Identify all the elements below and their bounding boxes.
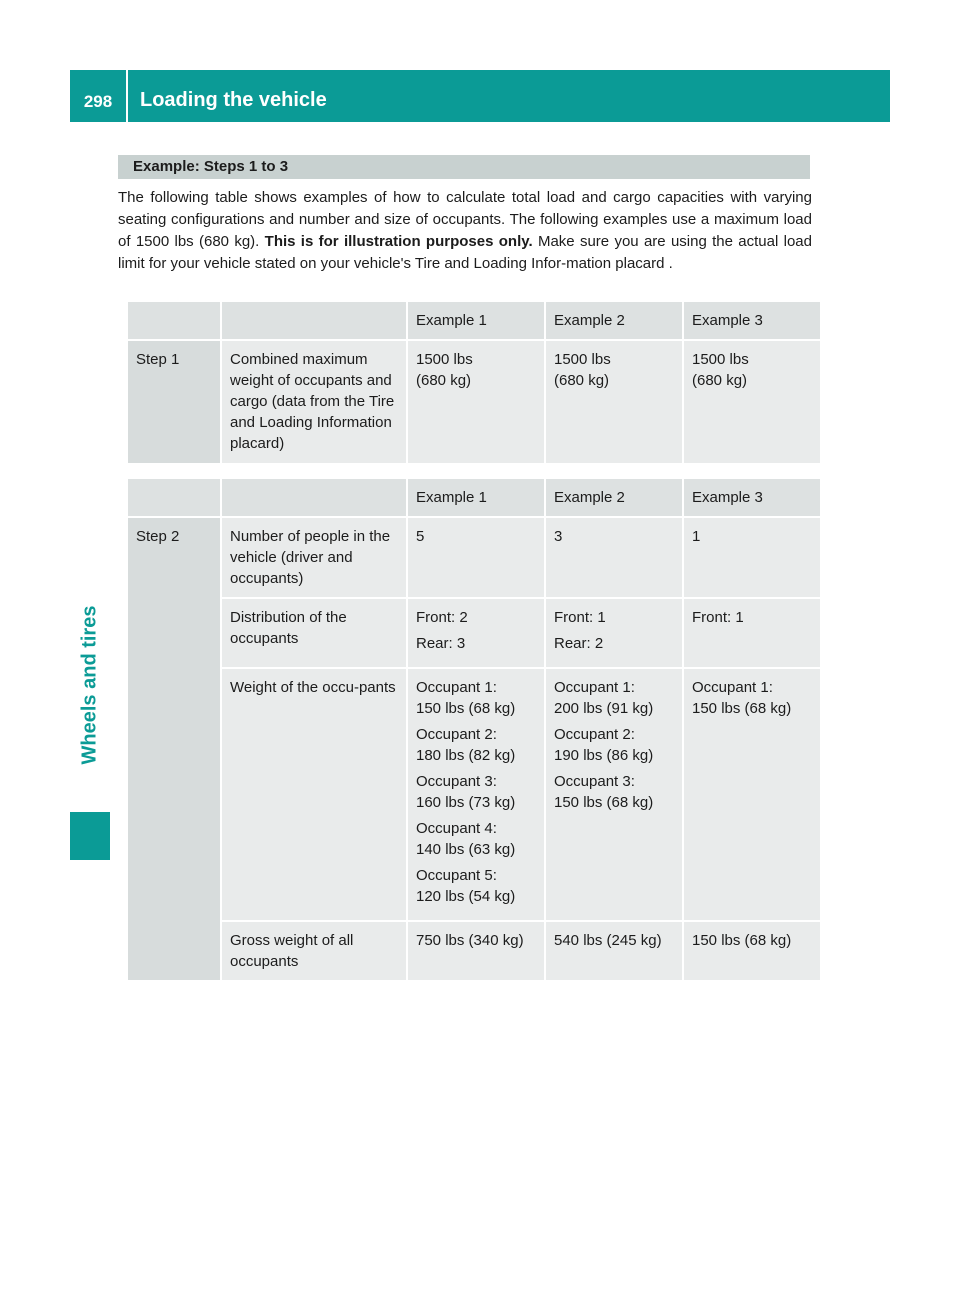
value-line: (680 kg) bbox=[692, 372, 748, 389]
header-empty-cell bbox=[222, 479, 406, 516]
row-description: Distribution of the occupants bbox=[222, 599, 406, 667]
chapter-title: Loading the vehicle bbox=[140, 89, 327, 111]
step-label: Step 1 bbox=[128, 341, 220, 463]
value-line: 150 lbs (68 kg) bbox=[416, 700, 516, 717]
table-row bbox=[128, 518, 820, 597]
table-row bbox=[128, 922, 820, 980]
value-line: Occupant 1: bbox=[416, 679, 497, 696]
value-cell bbox=[408, 518, 544, 597]
value-line: 190 lbs (86 kg) bbox=[554, 747, 654, 764]
value-line: (680 kg) bbox=[416, 372, 472, 389]
value-line: 150 lbs (68 kg) bbox=[692, 932, 792, 949]
value-line: Front: 1 bbox=[554, 609, 606, 626]
table-header-row bbox=[128, 302, 820, 339]
value-cell bbox=[408, 669, 544, 920]
row-description: Weight of the occu-pants bbox=[222, 669, 406, 920]
value-cell bbox=[684, 669, 820, 920]
table-row bbox=[128, 599, 820, 667]
value-line: 1 bbox=[692, 528, 701, 545]
step-1-table bbox=[126, 300, 822, 465]
value-cell bbox=[684, 599, 820, 667]
header-empty-cell bbox=[128, 302, 220, 339]
value-line: Occupant 4: bbox=[416, 820, 497, 837]
value-line: 200 lbs (91 kg) bbox=[554, 700, 654, 717]
value-cell bbox=[684, 518, 820, 597]
side-tab-marker bbox=[70, 812, 110, 860]
value-line: Front: 2 bbox=[416, 609, 468, 626]
column-header-example-3: Example 3 bbox=[684, 302, 820, 339]
value-line: Rear: 2 bbox=[554, 635, 604, 652]
value-line: Occupant 1: bbox=[554, 679, 635, 696]
value-cell bbox=[684, 922, 820, 980]
value-cell bbox=[546, 599, 682, 667]
column-header-example-2: Example 2 bbox=[546, 479, 682, 516]
row-description: Combined maximum weight of occupants and cargo (data from the Tire and Loading Information placard) bbox=[222, 341, 406, 463]
page-number: 298 bbox=[83, 92, 113, 111]
intro-text: The following table shows examples of how to calculate total load and cargo capacities with varying seating configurations and number and size of occupants. The following examples use a maximum load of 1500 lbs (680 kg). bbox=[118, 189, 812, 250]
value-line: 150 lbs (68 kg) bbox=[554, 794, 654, 811]
table-row bbox=[128, 341, 820, 463]
value-line: Occupant 1: bbox=[692, 679, 773, 696]
value-line: 1500 lbs bbox=[554, 351, 611, 368]
value-line: Occupant 2: bbox=[416, 726, 497, 743]
value-cell bbox=[546, 341, 682, 463]
value-line: 180 lbs (82 kg) bbox=[416, 747, 516, 764]
header-empty-cell bbox=[222, 302, 406, 339]
column-header-example-3: Example 3 bbox=[684, 479, 820, 516]
side-tab-label: Wheels and tires bbox=[78, 605, 101, 765]
value-line: 160 lbs (73 kg) bbox=[416, 794, 516, 811]
value-line: Front: 1 bbox=[692, 609, 744, 626]
value-cell bbox=[546, 518, 682, 597]
step-label: Step 2 bbox=[128, 518, 220, 980]
value-cell bbox=[546, 669, 682, 920]
step-2-table bbox=[126, 477, 822, 982]
value-line: 3 bbox=[554, 528, 563, 545]
value-line: Occupant 3: bbox=[416, 773, 497, 790]
value-line: 750 lbs (340 kg) bbox=[416, 932, 524, 949]
column-header-example-1: Example 1 bbox=[408, 479, 544, 516]
intro-text-end: Make sure you are using the actual load limit for your vehicle stated on your vehicle's Tire and Loading Infor-mation placard . bbox=[118, 233, 812, 272]
intro-paragraph bbox=[118, 187, 812, 275]
value-line: Occupant 2: bbox=[554, 726, 635, 743]
header-empty-cell bbox=[128, 479, 220, 516]
value-cell bbox=[546, 922, 682, 980]
intro-bold-text: This is for illustration purposes only. bbox=[264, 233, 533, 250]
value-line: Occupant 5: bbox=[416, 867, 497, 884]
value-line: 1500 lbs bbox=[692, 351, 749, 368]
value-line: 1500 lbs bbox=[416, 351, 473, 368]
value-cell bbox=[408, 922, 544, 980]
column-header-example-2: Example 2 bbox=[546, 302, 682, 339]
value-line: 5 bbox=[416, 528, 425, 545]
column-header-example-1: Example 1 bbox=[408, 302, 544, 339]
row-description: Gross weight of all occupants bbox=[222, 922, 406, 980]
value-line: Occupant 3: bbox=[554, 773, 635, 790]
value-cell bbox=[684, 341, 820, 463]
page-number-box bbox=[70, 70, 126, 122]
value-line: (680 kg) bbox=[554, 372, 610, 389]
value-cell bbox=[408, 599, 544, 667]
chapter-header bbox=[128, 70, 890, 122]
row-description: Number of people in the vehicle (driver and occupants) bbox=[222, 518, 406, 597]
table-header-row bbox=[128, 479, 820, 516]
value-line: Rear: 3 bbox=[416, 635, 466, 652]
value-line: 150 lbs (68 kg) bbox=[692, 700, 792, 717]
table-row bbox=[128, 669, 820, 920]
value-line: 540 lbs (245 kg) bbox=[554, 932, 662, 949]
value-cell bbox=[408, 341, 544, 463]
value-line: 120 lbs (54 kg) bbox=[416, 888, 516, 905]
side-tab bbox=[70, 560, 110, 810]
section-title: Example: Steps 1 to 3 bbox=[118, 155, 810, 179]
value-line: 140 lbs (63 kg) bbox=[416, 841, 516, 858]
